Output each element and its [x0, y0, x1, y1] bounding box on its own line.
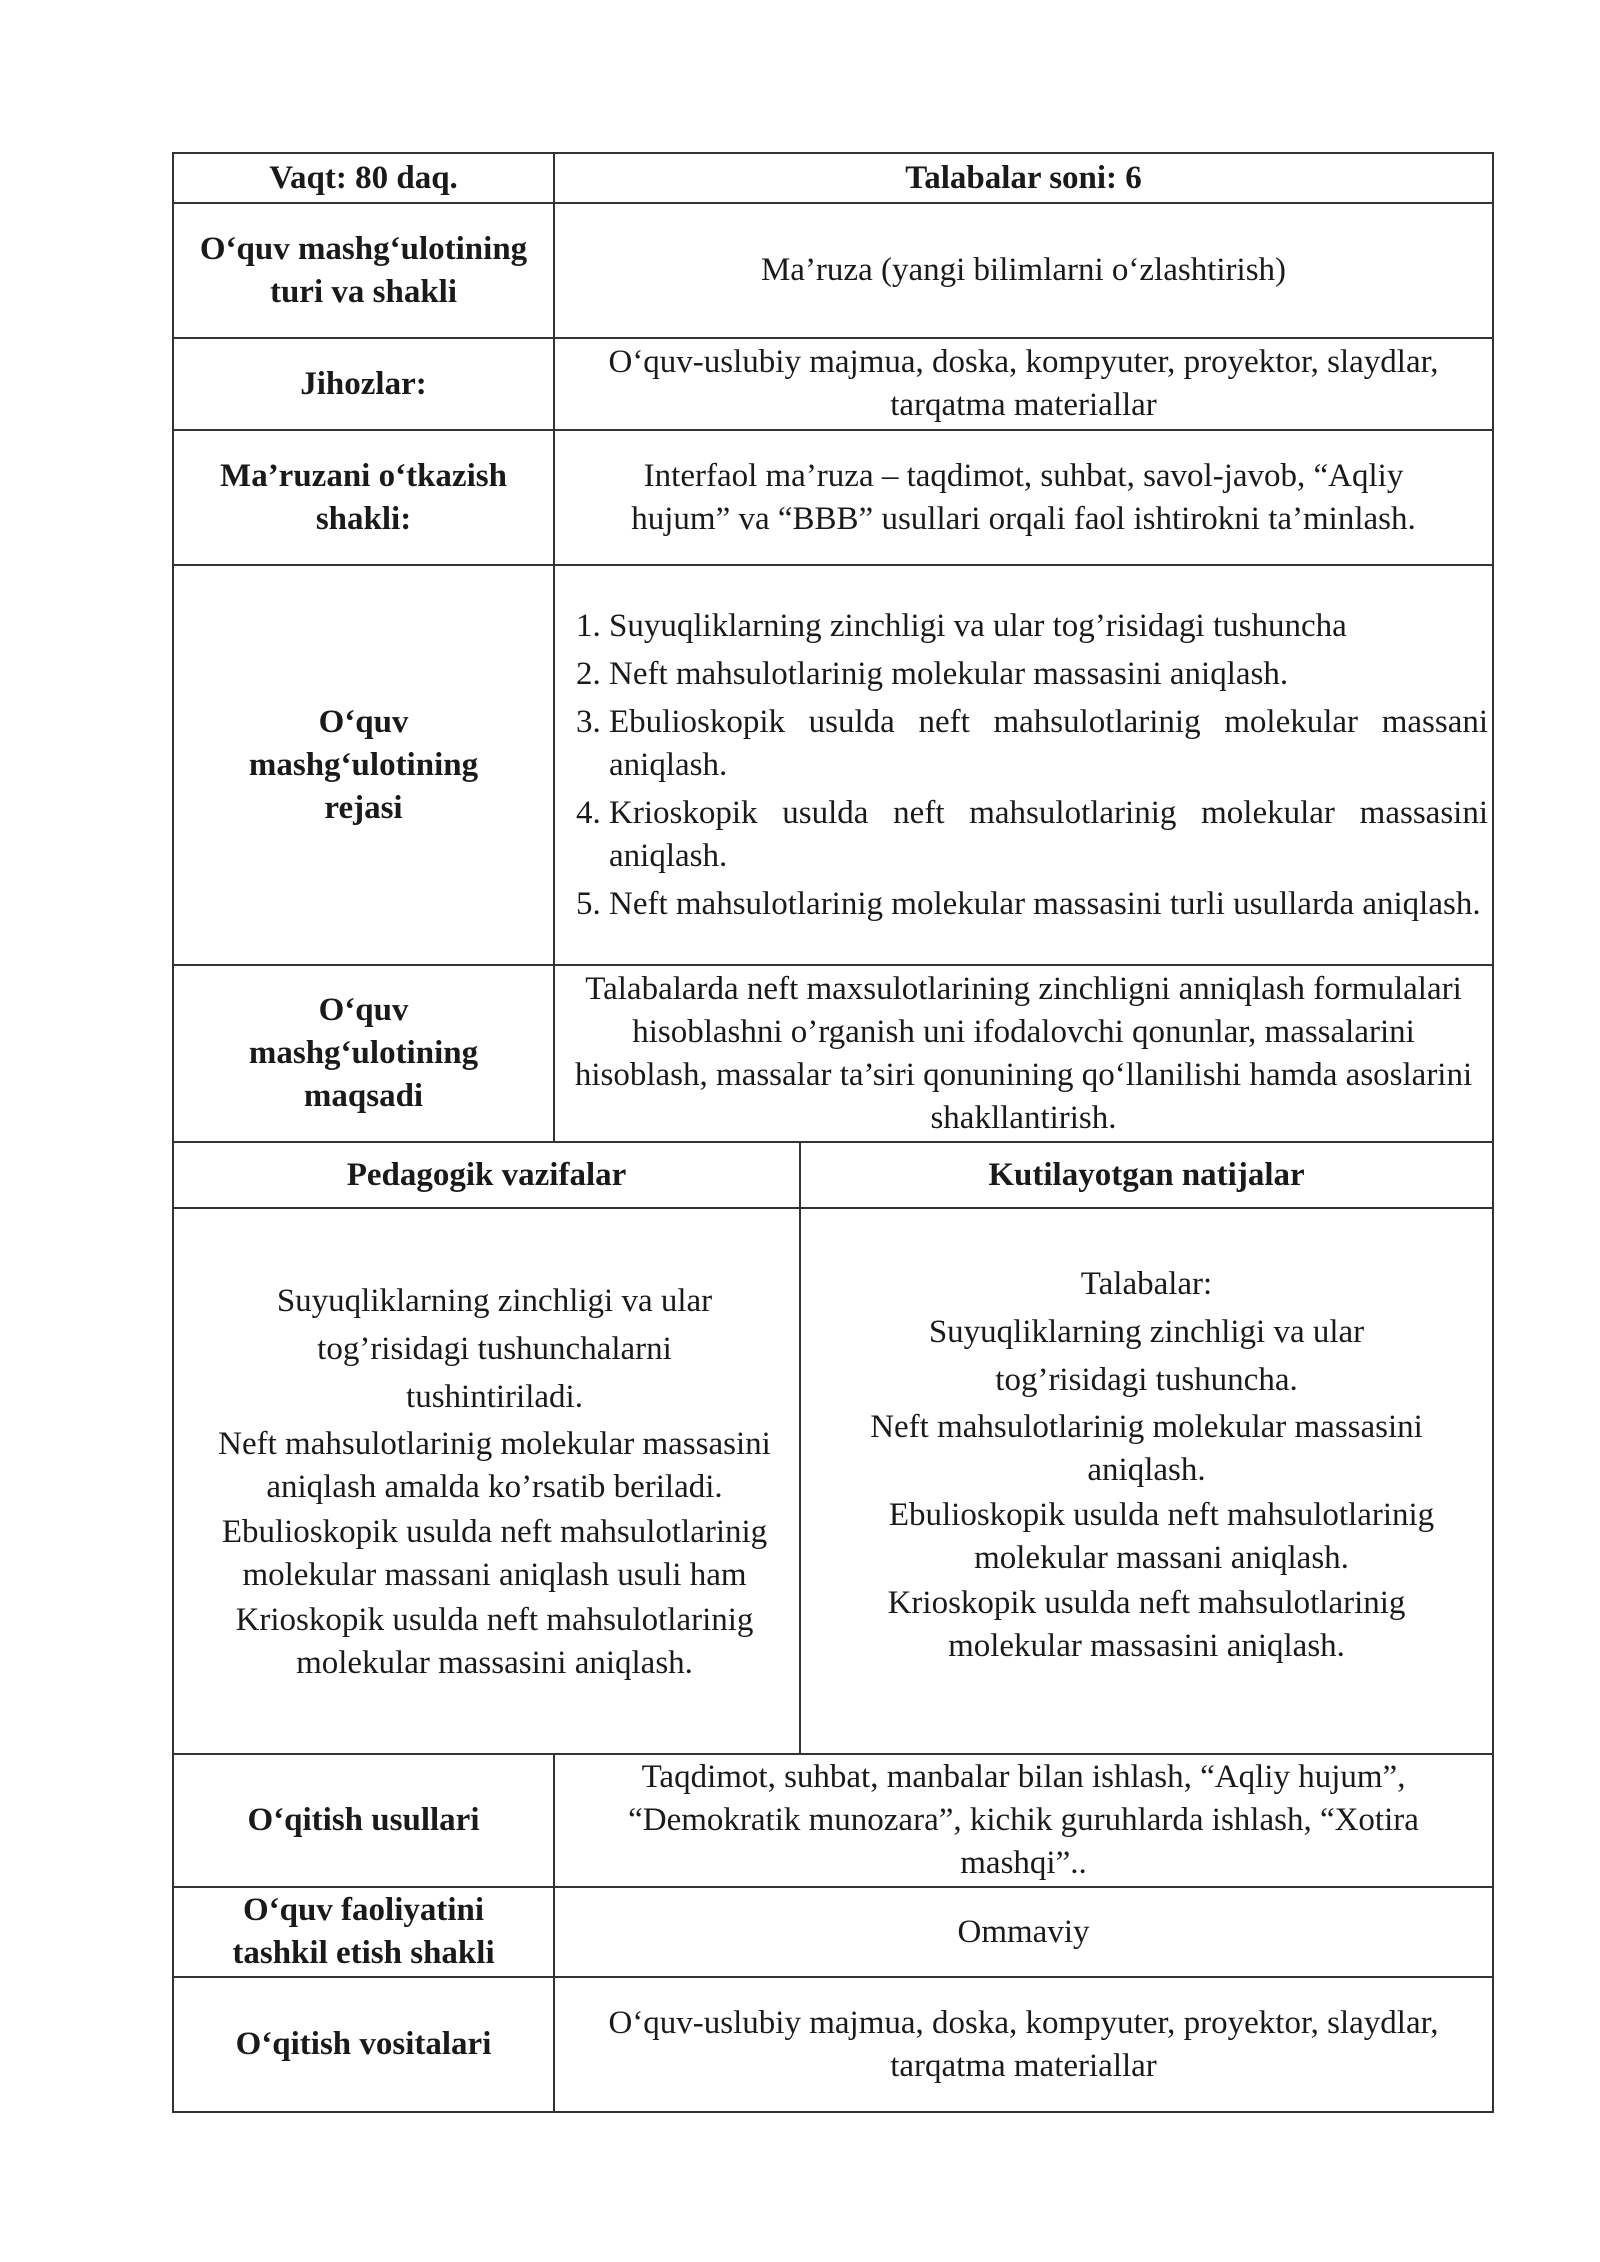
lesson-plan-label: O‘quv mashg‘ulotining rejasi	[173, 565, 554, 965]
pedagogical-task: Ebulioskopik usulda neft mahsulotlarinig molekular massani aniqlash usuli ham	[221, 1514, 768, 1593]
teaching-methods-value: Taqdimot, suhbat, manbalar bilan ishlash, “Aqliy hujum”, “Demokratik munozara”, kichik guruhlarda ishlash, “Xotira mashqi”..	[554, 1754, 1493, 1887]
teaching-tools-label: O‘qitish vositalari	[173, 1977, 554, 2112]
expected-result: Neft mahsulotlarinig molekular massasini aniqlash.	[870, 1409, 1423, 1488]
expected-result: Krioskopik usulda neft mahsulotlarinig molekular massasini aniqlash.	[887, 1585, 1406, 1664]
teaching-tools-value: O‘quv-uslubiy majmua, doska, kompyuter, proyektor, slaydlar, tarqatma materiallar	[554, 1977, 1493, 2112]
plan-item: 3. Ebulioskopik usulda neft mahsulotlarinig molekular massani aniqlash.	[609, 701, 1488, 787]
lesson-plan-row	[173, 565, 1493, 965]
lesson-type-row	[173, 203, 1493, 338]
activity-form-label: O‘quv faoliyatini tashkil etish shakli	[173, 1887, 554, 1977]
plan-item: 4. Krioskopik usulda neft mahsulotlarinig molekular massasini aniqlash.	[609, 792, 1488, 878]
lecture-form-row	[173, 430, 1493, 565]
lesson-plan-cell	[554, 565, 1493, 965]
header-row	[173, 153, 1493, 203]
expected-results-cell	[800, 1208, 1493, 1754]
equipment-label: Jihozlar:	[173, 338, 554, 430]
pedagogical-task: Neft mahsulotlarinig molekular massasini aniqlash amalda ko’rsatib beriladi.	[218, 1426, 771, 1505]
equipment-value: O‘quv-uslubiy majmua, doska, kompyuter, proyektor, slaydlar, tarqatma materiallar	[554, 338, 1493, 430]
lesson-goal-value: Talabalarda neft maxsulotlarining zinchligni anniqlash formulalari hisoblashni o’rganish uni ifodalovchi qonunlar, massalarini hisoblash, massalar ta’siri qonunining qo‘llanilishi hamda asoslarini shakllantirish.	[554, 965, 1493, 1142]
plan-item: 5. Neft mahsulotlarinig molekular massasini turli usullarda aniqlash.	[609, 883, 1488, 926]
pedagogical-tasks-header: Pedagogik vazifalar	[173, 1142, 800, 1208]
tasks-content-row	[173, 1208, 1493, 1754]
pedagogical-tasks-cell	[173, 1208, 800, 1754]
lecture-form-value: Interfaol ma’ruza – taqdimot, suhbat, savol-javob, “Aqliy hujum” va “BBB” usullari orqali faol ishtirokni ta’minlash.	[554, 430, 1493, 565]
expected-result: Suyuqliklarning zinchligi va ular tog’risidagi tushuncha.	[928, 1314, 1365, 1398]
expected-result: Talabalar:	[1080, 1266, 1213, 1302]
time-cell: Vaqt: 80 daq.	[173, 153, 554, 203]
activity-form-value: Ommaviy	[554, 1887, 1493, 1977]
pedagogical-task: Suyuqliklarning zinchligi va ular tog’risidagi tushunchalarni tushintiriladi.	[276, 1283, 713, 1415]
teaching-methods-row	[173, 1754, 1493, 1887]
lesson-goal-row	[173, 965, 1493, 1142]
teaching-methods-label: O‘qitish usullari	[173, 1754, 554, 1887]
expected-results-header: Kutilayotgan natijalar	[800, 1142, 1493, 1208]
lesson-plan-table	[172, 152, 1494, 2113]
pedagogical-task: Krioskopik usulda neft mahsulotlarinig molekular massasini aniqlash.	[235, 1602, 754, 1681]
tasks-header-row	[173, 1142, 1493, 1208]
lesson-type-value: Ma’ruza (yangi bilimlarni o‘zlashtirish)	[554, 203, 1493, 338]
lesson-type-label: O‘quv mashg‘ulotining turi va shakli	[173, 203, 554, 338]
lesson-plan-list	[559, 605, 1488, 926]
activity-form-row	[173, 1887, 1493, 1977]
expected-result: Ebulioskopik usulda neft mahsulotlarinig molekular massani aniqlash.	[888, 1497, 1435, 1576]
lesson-goal-label: O‘quv mashg‘ulotining maqsadi	[173, 965, 554, 1142]
students-count-cell: Talabalar soni: 6	[554, 153, 1493, 203]
plan-item: 1. Suyuqliklarning zinchligi va ular tog’risidagi tushuncha	[609, 605, 1488, 648]
equipment-row	[173, 338, 1493, 430]
plan-item: 2. Neft mahsulotlarinig molekular massasini aniqlash.	[609, 653, 1488, 696]
teaching-tools-row	[173, 1977, 1493, 2112]
lecture-form-label: Ma’ruzani o‘tkazish shakli:	[173, 430, 554, 565]
